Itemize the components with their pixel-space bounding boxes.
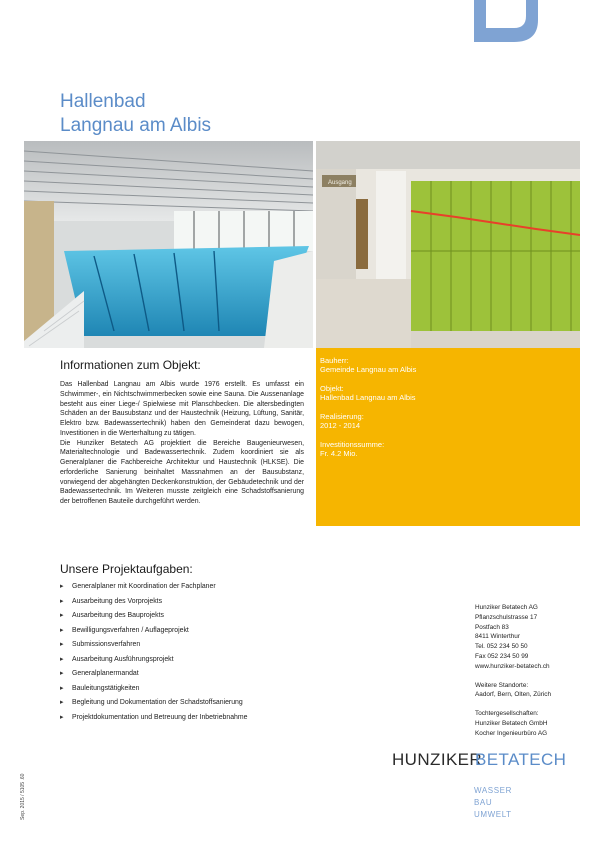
tagline-umwelt: UMWELT (474, 810, 512, 819)
exit-sign-text: Ausgang (328, 180, 352, 186)
objekt-value: Hallenbad Langnau am Albis (320, 393, 416, 402)
list-item: ▸ Bewilligungsverfahren / Auflageprojekt (60, 624, 320, 639)
list-item: ▸ Ausarbeitung des Vorprojekts (60, 595, 320, 610)
list-item: ▸ Generalplaner mit Koordination der Fachplaner (60, 580, 320, 595)
list-item: ▸ Ausarbeitung des Bauprojekts (60, 609, 320, 624)
list-item: ▸ Ausarbeitung Ausführungsprojekt (60, 653, 320, 668)
document-reference: Sep. 2015 / 5105 .60 (20, 773, 26, 820)
list-item: ▸ Begleitung und Dokumentation der Schadstoffsanierung (60, 696, 320, 711)
subsidiaries-label: Tochtergesellschaften: (475, 710, 539, 718)
contact-block (475, 603, 585, 739)
tagline-bau: BAU (474, 798, 493, 807)
list-item: ▸ Submissionsverfahren (60, 638, 320, 653)
realisierung-value: 2012 - 2014 (320, 421, 361, 430)
company-postbox: Postfach 83 (475, 623, 509, 631)
project-facts-box (316, 348, 580, 526)
other-locations-label: Weitere Standorte: (475, 681, 529, 689)
company-fax: Fax 052 234 50 99 (475, 652, 529, 660)
info-paragraph-2: Die Hunziker Betatech AG projektiert die Bereiche Baugenieurwesen, Materialtechnologie und Badewassertechnik. Zudem koordiniert sie als Generalplaner die Fachbereiche Architektur und Haustechnik (HLKSE). Die erforderliche Sanierung beinhaltet Massnahmen an der Bausubstanz, vorwiegend der abgehängten Deckenkonstruktion, der Gebäudetechnik und der Badewassertechnik. Im Weiteren musste zeitgleich eine Schadstoffsanierung der betroffenen Bauteile durchgeführt werden. (60, 439, 304, 505)
title-line-2: Langnau am Albis (60, 115, 212, 136)
corner-logo-mark (474, 0, 538, 42)
company-name: Hunziker Betatech AG (475, 604, 538, 611)
brand-taglines (474, 785, 512, 821)
info-heading: Informationen zum Objekt: (60, 358, 201, 372)
list-item: ▸ Bauleitungstätigkeiten (60, 682, 320, 697)
subsidiary-2: Kocher Ingenieurbüro AG (475, 729, 548, 737)
tasks-list (60, 580, 320, 725)
company-web-link[interactable]: www.hunziker-betatech.ch (475, 662, 550, 670)
company-city: 8411 Winterthur (475, 633, 520, 641)
company-logo (392, 750, 582, 772)
title-line-1: Hallenbad (60, 91, 146, 112)
info-body (60, 380, 304, 507)
bauherr-label: Bauherr: (320, 356, 349, 365)
pool-photo (24, 141, 313, 348)
tasks-heading: Unsere Projektaufgaben: (60, 562, 193, 576)
list-item: ▸ Generalplanermandat (60, 667, 320, 682)
tagline-wasser: WASSER (474, 786, 512, 795)
realisierung-label: Realisierung: (320, 412, 364, 421)
page-title (60, 90, 211, 138)
investition-value: Fr. 4.2 Mio. (320, 449, 358, 458)
bauherr-value: Gemeinde Langnau am Albis (320, 365, 417, 374)
logo-betatech: BETATECH (475, 750, 567, 769)
company-street: Pflanzschulstrasse 17 (475, 613, 538, 621)
other-locations-value: Aadorf, Bern, Olten, Zürich (475, 691, 552, 699)
subsidiary-1: Hunziker Betatech GmbH (475, 719, 548, 727)
lockers-photo (316, 141, 580, 348)
investition-label: Investitionssumme: (320, 440, 385, 449)
objekt-label: Objekt: (320, 384, 344, 393)
info-paragraph-1: Das Hallenbad Langnau am Albis wurde 1976 erstellt. Es umfasst ein Schwimmer-, ein Nichtschwimmerbecken sowie eine Sauna. Die Aussenanlage besteht aus einer Liege-/ Spielwiese mit Planschbecken. Die altersbedingten Schäden an der Bausubstanz und der Haustechnik (Heizung, Lüftung, Sanitär, Elektro bzw. Badewassertechnik) haben den Gemeinderat dazu bewogen, Investitionen in die Werterhaltung zu tätigen. (60, 381, 304, 437)
list-item: ▸ Projektdokumentation und Betreuung der Inbetriebnahme (60, 711, 320, 726)
company-tel: Tel. 052 234 50 50 (475, 643, 528, 651)
logo-hunziker: HUNZIKER (392, 750, 483, 769)
